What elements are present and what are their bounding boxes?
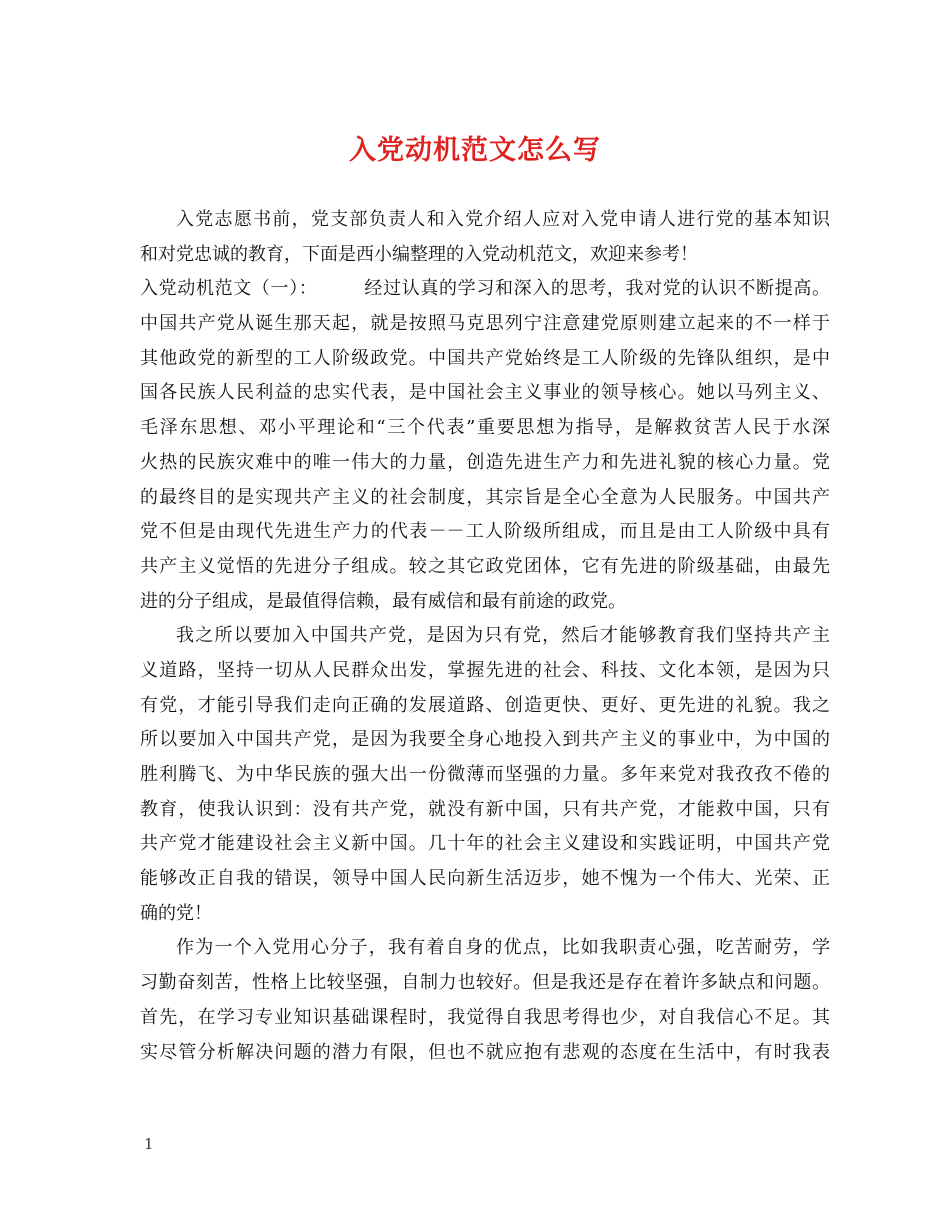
text-line: 教育，使我认识到：没有共产党，就没有新中国，只有共产党，才能救中国，只有 xyxy=(140,798,830,820)
page-number: 1 xyxy=(144,1135,154,1153)
text-line: 所以要加入中国共产党，是因为我要全身心地投入到共产主义的事业中，为中国的 xyxy=(140,729,830,751)
text-line: 胜利腾飞、为中华民族的强大出一份微薄而坚强的力量。多年来党对我孜孜不倦的 xyxy=(140,764,830,785)
text-line: 入党动机范文（一）： 经过认真的学习和深入的思考，我对党的认识不断提高。 xyxy=(140,278,830,300)
text-line: 义道路，坚持一切从人民群众出发，掌握先进的社会、科技、文化本领，是因为只 xyxy=(140,659,830,681)
text-line: 共产主义觉悟的先进分子组成。较之其它政党团体，它有先进的阶级基础，由最先 xyxy=(140,555,830,577)
text-line: 实尽管分析解决问题的潜力有限，但也不就应抱有悲观的态度在生活中，有时我表 xyxy=(140,1041,830,1063)
text-line: 首先，在学习专业知识基础课程时，我觉得自我思考得也少，对自我信心不足。其 xyxy=(140,1006,830,1028)
text-line: 有党，才能引导我们走向正确的发展道路、创造更快、更好、更先进的礼貌。我之 xyxy=(140,694,830,716)
text-line: 党不但是由现代先进生产力的代表－－工人阶级所组成，而且是由工人阶级中具有 xyxy=(140,521,830,543)
text-line: 入党志愿书前，党支部负责人和入党介绍人应对入党申请人进行党的基本知识 xyxy=(176,209,830,230)
text-line: 中国共产党从诞生那天起，就是按照马克思列宁注意建党原则建立起来的不一样于 xyxy=(140,313,830,335)
text-line: 我之所以要加入中国共产党，是因为只有党，然后才能够教育我们坚持共产主 xyxy=(176,625,830,647)
text-line: 的最终目的是实现共产主义的社会制度，其宗旨是全心全意为人民服务。中国共产 xyxy=(140,486,830,508)
text-line: 国各民族人民利益的忠实代表，是中国社会主义事业的领导核心。她以马列主义、 xyxy=(140,382,830,404)
page-title: 入党动机范文怎么写 xyxy=(349,135,601,166)
text-line: 火热的民族灾难中的唯一伟大的力量，创造先进生产力和先进礼貌的核心力量。党 xyxy=(140,451,830,473)
text-line: 和对党忠诚的教育，下面是西小编整理的入党动机范文，欢迎来参考！ xyxy=(140,243,698,265)
text-line: 进的分子组成，是最值得信赖，最有威信和最有前途的政党。 xyxy=(140,590,626,612)
text-line: 共产党才能建设社会主义新中国。几十年的社会主义建设和实践证明，中国共产党 xyxy=(140,833,830,855)
text-line: 作为一个入党用心分子，我有着自身的优点，比如我职责心强，吃苦耐劳，学 xyxy=(176,937,830,959)
text-line: 毛泽东思想、邓小平理论和“三个代表”重要思想为指导，是解救贫苦人民于水深 xyxy=(140,417,830,439)
text-line: 确的党！ xyxy=(140,902,212,924)
text-line: 其他政党的新型的工人阶级政党。中国共产党始终是工人阶级的先锋队组织，是中 xyxy=(140,347,830,369)
text-line: 能够改正自我的错误，领导中国人民向新生活迈步，她不愧为一个伟大、光荣、正 xyxy=(140,868,830,890)
body-text xyxy=(140,203,830,1070)
text-line: 习勤奋刻苦，性格上比较坚强，自制力也较好。但是我还是存在着许多缺点和问题。 xyxy=(140,972,830,994)
